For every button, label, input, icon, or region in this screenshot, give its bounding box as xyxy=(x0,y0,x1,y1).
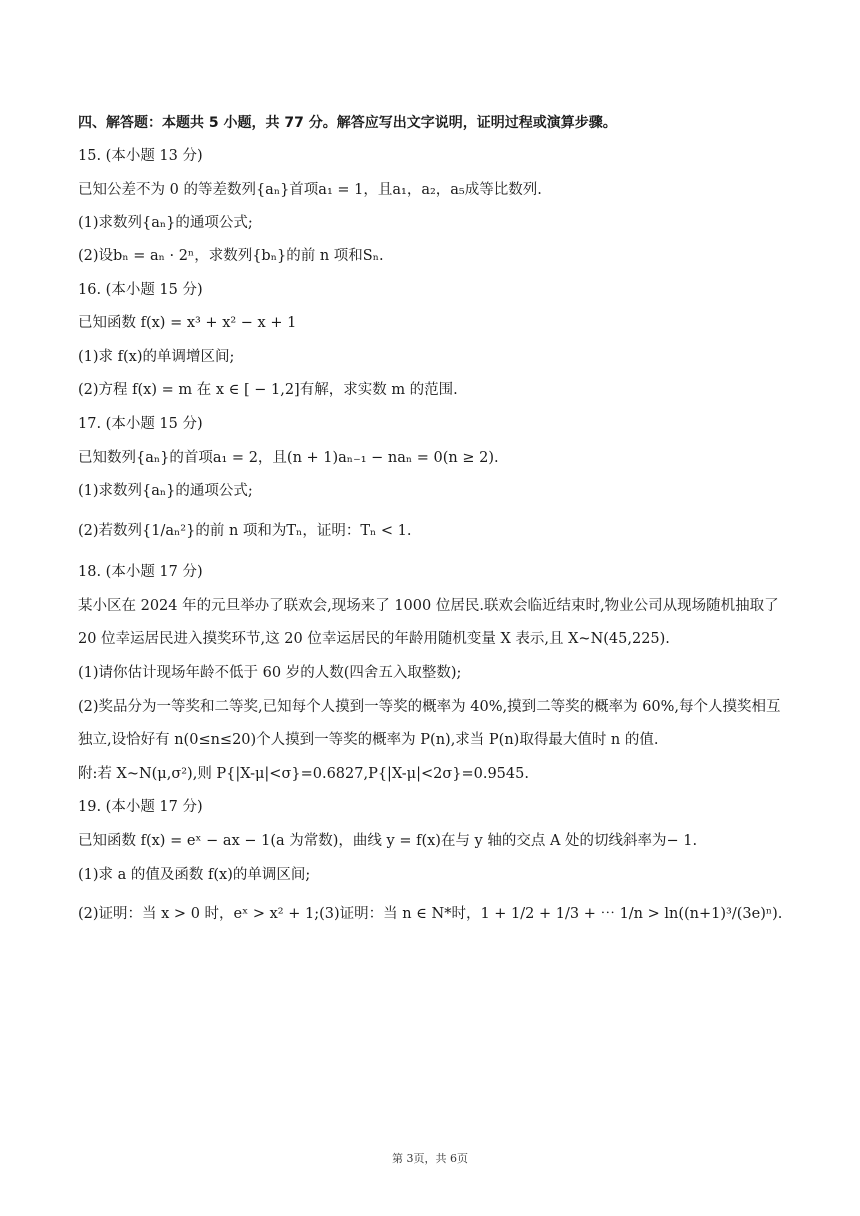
problem-17-part-1: (1)求数列{aₙ}的通项公式; xyxy=(78,483,253,499)
problem-18-part-2-cont: 独立,设恰好有 n(0≤n≤20)个人摸到一等奖的概率为 P(n),求当 P(n)取得最大值时 n 的值. xyxy=(78,732,659,748)
problem-18-number: 18. (本小题 17 分) xyxy=(78,564,203,580)
problem-19-number: 19. (本小题 17 分) xyxy=(78,799,203,815)
page-footer: 第 3页，共 6页 xyxy=(392,1152,468,1165)
problem-17-number: 17. (本小题 15 分) xyxy=(78,416,203,432)
problem-17-stem: 已知数列{aₙ}的首项a₁ = 2，且(n + 1)aₙ₋₁ − naₙ = 0(n ≥ 2). xyxy=(78,450,499,466)
problem-15-stem: 已知公差不为 0 的等差数列{aₙ}首项a₁ = 1，且a₁，a₂，a₅成等比数列. xyxy=(78,182,542,198)
problem-18-stem-line-1: 某小区在 2024 年的元旦举办了联欢会,现场来了 1000 位居民.联欢会临近结束时,物业公司从现场随机抽取了 xyxy=(78,598,779,614)
problem-18-appendix: 附:若 X~N(μ,σ²),则 P{|X-μ|<σ}=0.6827,P{|X-μ|<2σ}=0.9545. xyxy=(78,766,529,782)
section-heading: 四、解答题：本题共 5 小题，共 77 分。解答应写出文字说明，证明过程或演算步骤。 xyxy=(78,115,617,131)
problem-15-part-1: (1)求数列{aₙ}的通项公式; xyxy=(78,215,253,231)
problem-19-part-1: (1)求 a 的值及函数 f(x)的单调区间; xyxy=(78,867,311,883)
problem-18-part-1: (1)请你估计现场年龄不低于 60 岁的人数(四舍五入取整数); xyxy=(78,665,462,681)
problem-19-part-2-3: (2)证明：当 x > 0 时，eˣ > x² + 1;(3)证明：当 n ∈ N*时，1 + 1/2 + 1/3 + ⋯ 1/n > ln((n+1)³/(3e)ⁿ). xyxy=(78,906,783,922)
problem-17-part-2: (2)若数列{1/aₙ²}的前 n 项和为Tₙ，证明：Tₙ < 1. xyxy=(78,523,412,539)
problem-16-part-2: (2)方程 f(x) = m 在 x ∈ [ − 1,2]有解，求实数 m 的范围. xyxy=(78,382,458,398)
problem-19-stem: 已知函数 f(x) = eˣ − ax − 1(a 为常数)，曲线 y = f(x)在与 y 轴的交点 A 处的切线斜率为− 1. xyxy=(78,833,698,849)
problem-18-stem-line-2: 20 位幸运居民进入摸奖环节,这 20 位幸运居民的年龄用随机变量 X 表示,且 X~N(45,225). xyxy=(78,631,670,647)
problem-16-number: 16. (本小题 15 分) xyxy=(78,282,203,298)
problem-15-number: 15. (本小题 13 分) xyxy=(78,148,203,164)
problem-16-stem: 已知函数 f(x) = x³ + x² − x + 1 xyxy=(78,315,297,331)
problem-18-part-2: (2)奖品分为一等奖和二等奖,已知每个人摸到一等奖的概率为 40%,摸到二等奖的概率为 60%,每个人摸奖相互 xyxy=(78,699,781,715)
problem-15-part-2: (2)设bₙ = aₙ · 2ⁿ，求数列{bₙ}的前 n 项和Sₙ. xyxy=(78,248,384,264)
problem-16-part-1: (1)求 f(x)的单调增区间; xyxy=(78,349,235,365)
